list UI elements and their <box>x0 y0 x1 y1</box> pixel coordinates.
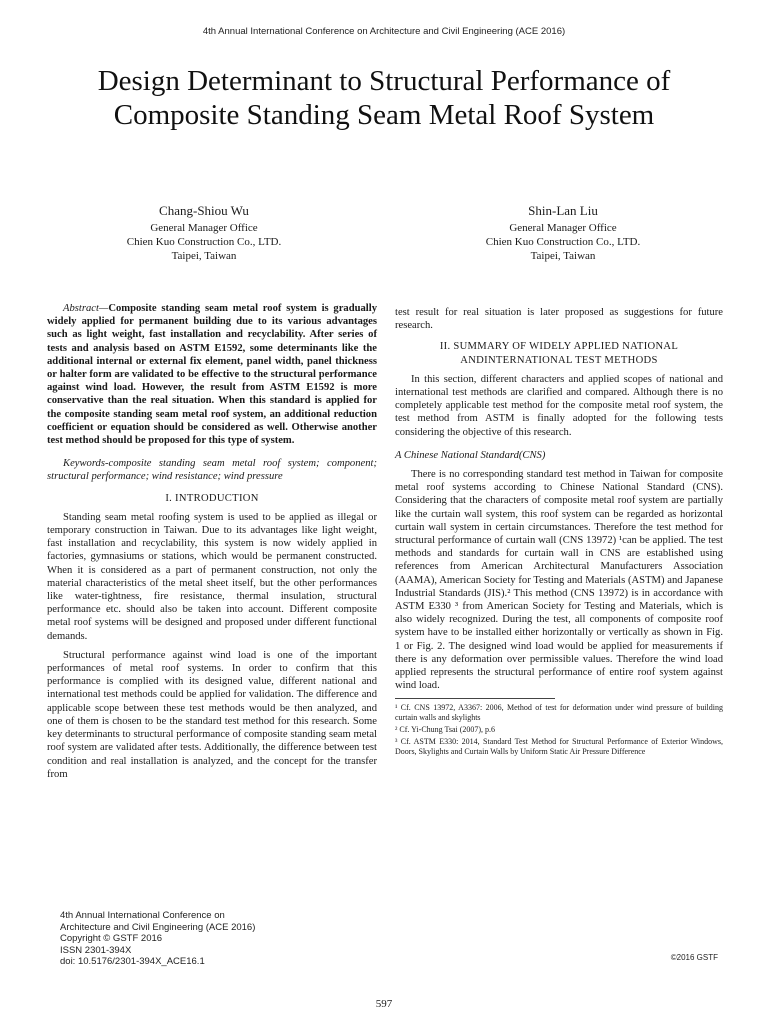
paper-title <box>40 64 728 132</box>
author-company: Chien Kuo Construction Co., LTD. <box>485 236 641 248</box>
author-location: Taipei, Taiwan <box>171 250 237 262</box>
footnote-2: ² Cf. Yi-Chung Tsai (2007), p.6 <box>395 725 496 735</box>
author-block-2 <box>433 204 693 263</box>
section-heading-summary: II. SUMMARY OF WIDELY APPLIED NATIONAL ANDINTERNATIONAL TEST METHODS <box>439 341 679 366</box>
footer-copyright-right: ©2016 GSTF <box>670 953 718 962</box>
left-column <box>47 302 377 787</box>
abstract <box>47 302 377 447</box>
footer-issn: ISSN 2301-394X <box>60 944 132 956</box>
intro-paragraph-1: Standing seam metal roofing system is used to be applied as illegal or temporary construction in Taiwan. Due to its advantages like light weight, fast installation and recyclability, this system is now widely applied in factories, gymnasiums or stations, which would be permanent constructed. When it is considered as a part of permanent construction, not only the material characteristics of the metal sheet itself, but the other performances like water-tightness, fire resistance, thermal insulation, structural performance etc. should also be taken into account. Different composite metal roof systems will be designed and proposed under different functional demands. <box>47 511 377 642</box>
title-line-2: Composite Standing Seam Metal Roof System <box>113 99 655 131</box>
abstract-text: Composite standing seam metal roof system is gradually widely applied for permanent building due to its various advantages such as light weight, fast installation and recyclability. After series of tests and analysis based on ASTM E1592, some determinants like the additional internal or external fix element, panel width, panel thickness or halter form are validated to be effective to the structural performance against wind load. However, the result from ASTM E1592 is more conservative than the real situation. When this standard is applied for the composite standing seam metal roof system, an additional reduction coefficient or equation should be considered as well. Otherwise another test method should be proposed for this type of system. <box>47 303 377 447</box>
author-office: General Manager Office <box>509 222 617 234</box>
footnote-divider <box>395 698 555 699</box>
continuation-paragraph: test result for real situation is later proposed as suggestions for future research. <box>395 307 723 332</box>
author-office: General Manager Office <box>150 222 258 234</box>
footnote-1: ¹ Cf. CNS 13972, A3367: 2006, Method of test for deformation under wind pressure of building curtain walls and skylights <box>395 703 723 723</box>
right-column <box>395 306 723 759</box>
author-company: Chien Kuo Construction Co., LTD. <box>126 236 282 248</box>
footer-publication-info <box>60 910 255 968</box>
author-location: Taipei, Taiwan <box>530 250 596 262</box>
intro-paragraph-2: Structural performance against wind load is one of the important performances of metal roof systems. In order to confirm that this performance is complied with its designed value, different national and international test methods could be applied for validation. The difference and applicable scope between these test methods would be then analyzed, and one of them is chosen to be the standard test method for this research. Some key determinants to structural performance of composite standing seam metal roof system are validated after tests. Additionally, the difference between test condition and real installation is analyzed, and the concept for the transfer from <box>47 649 377 780</box>
footnote-3: ³ Cf. ASTM E330: 2014, Standard Test Method for Structural Performance of Exterior Windows, Doors, Skylights and Curtain Walls by Uniform Static Air Pressure Difference <box>395 737 723 757</box>
cns-paragraph: There is no corresponding standard test method in Taiwan for composite metal roof systems according to Chinese National Standard (CNS). Considering that the characters of composite metal roof system are partially like the curtain wall system, this roof system can be regarded as horizontal curtain wall system in certain circumstances. Therefore the test method for structural performance of curtain wall (CNS 13972) ¹can be applied. The test methods and standards for curtain wall in CNS are established using references from American Architectural Manufacturers Association (AAMA), American Society for Testing and Materials (ASTM) and Japanese Industrial Standards (JIS).² This method (CNS 13972) is in accordance with ASTM E330 ³ from American Society for Testing and Materials, which is also widely recognized. During the test, all components of composite roof system have to be installed either horizontally or vertically as shown in Fig. 1 or Fig. 2. The designed wind load would be applied for measurements if there is any deformation over permissible values. Therefore the wind load applied represents the structural performance of entire roof system against wind load. <box>395 469 723 692</box>
keywords: Keywords-composite standing seam metal roof system; component; structural performance; wind resistance; wind pressure <box>47 458 377 483</box>
title-line-1: Design Determinant to Structural Performance of <box>97 65 671 97</box>
page-number: 597 <box>375 998 393 1010</box>
running-header: 4th Annual International Conference on Architecture and Civil Engineering (ACE 2016) <box>202 26 566 37</box>
footer-line: 4th Annual International Conference on <box>60 910 225 921</box>
author-name: Shin-Lan Liu <box>528 203 598 218</box>
summary-paragraph: In this section, different characters and applied scopes of national and international test methods are clarified and compared. Although there is no completely applicable test method for the composite metal roof system, the test method from ASTM is finally adopted for the following tests considering the objective of this research. <box>395 373 723 438</box>
footer-line: Architecture and Civil Engineering (ACE 2016) <box>60 921 256 933</box>
author-block-1 <box>74 204 334 263</box>
subsection-heading-cns: A Chinese National Standard(CNS) <box>395 449 546 461</box>
section-heading-introduction: I. INTRODUCTION <box>165 492 259 504</box>
footer-doi: doi: 10.5176/2301-394X_ACE16.1 <box>60 956 205 967</box>
footer-copyright: Copyright © GSTF 2016 <box>60 933 163 944</box>
abstract-label: Abstract— <box>63 303 109 314</box>
author-name: Chang-Shiou Wu <box>159 203 249 218</box>
